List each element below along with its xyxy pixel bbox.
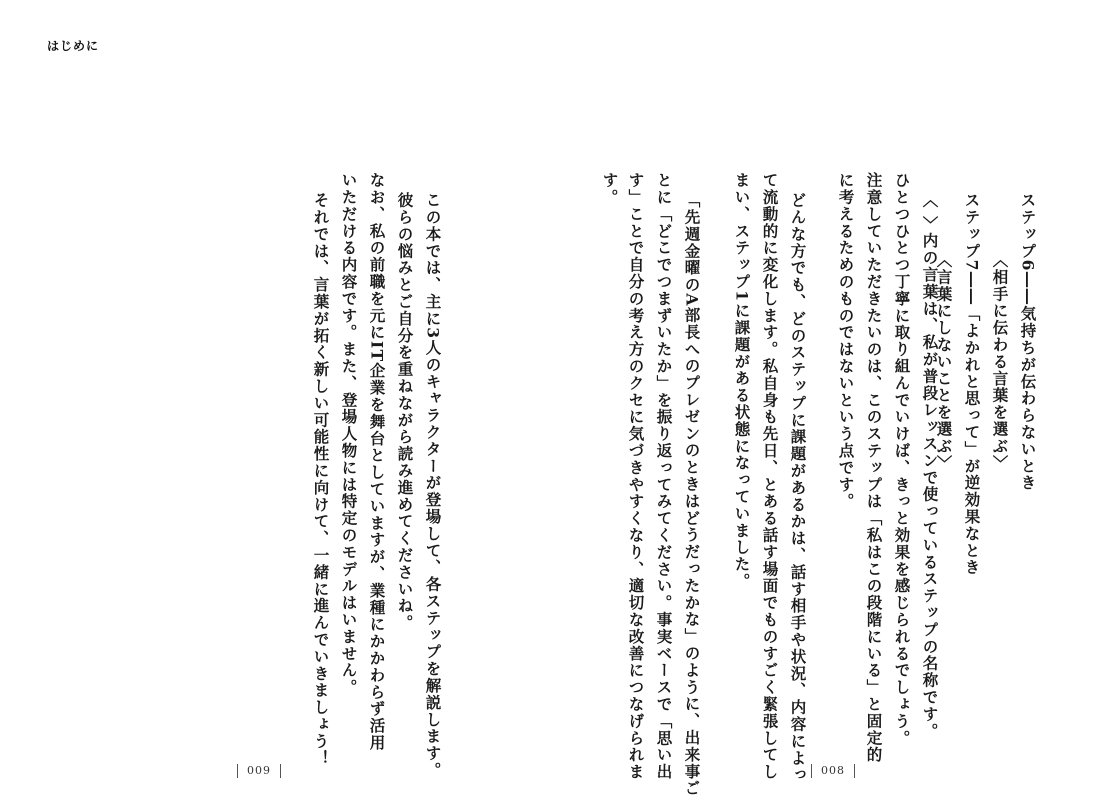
text-column: ひとつひとつ丁寧に取り組んでいけば、きっと効果を感じられるでしょう。 <box>892 172 912 747</box>
text-column: 「先週金曜のA部長へのプレゼンのときはどうだったかな」のように、出来事ご <box>682 192 702 797</box>
text-column: 注意していただきたいのは、このステップは「私はこの段階にいる」と固定的 <box>864 172 884 764</box>
folio-bar <box>280 764 281 778</box>
text-column: いただける内容です。また、登場人物には特定のモデルはいません。 <box>339 172 359 696</box>
text-column: まい、ステップ1に課題がある状態になっていました。 <box>732 172 752 590</box>
folio-bar <box>854 764 855 778</box>
folio-number: 008 <box>821 764 845 777</box>
text-column: 彼らの悩みとご自分を重ねながら読み進めてくださいね。 <box>395 192 415 632</box>
text-column: す」ことで自分の考え方のクセに気づきやすくなり、適切な改善につなげられま <box>626 172 646 781</box>
folio-number: 009 <box>247 764 271 777</box>
text-column: とに「どこでつまずいたか」を振り返ってみてください。事実ベースで「思い出 <box>654 172 674 781</box>
text-column: 〈 〉内の言葉は、私が普段レッスンで使っているステップの名称です。 <box>920 192 940 740</box>
text-column: て流動的に変化します。私自身も先日、とある話す場面でものすごく緊張してし <box>760 172 780 781</box>
text-column: ステップ7――「よかれと思って」が逆効果なとき <box>962 192 982 576</box>
text-column: 〈相手に伝わる言葉を選ぶ〉 <box>990 192 1010 472</box>
page-number-left <box>228 764 290 778</box>
folio-bar <box>811 764 812 778</box>
text-column: なお、私の前職を元にIT企業を舞台としていますが、業種にかかわらず活用 <box>367 172 387 752</box>
text-column: この本では、主に3人のキャラクターが登場して、各ステップを解説します。 <box>423 192 443 779</box>
right-page <box>550 0 1100 812</box>
text-column: に考えるためのものではないという点です。 <box>836 172 856 510</box>
folio-bar <box>237 764 238 778</box>
text-column: それでは、言葉が拓く新しい可能性に向けて、一緒に進んでいきましょう！ <box>311 192 331 767</box>
text-column: 〈言葉にしないことを選ぶ〉 <box>934 192 954 472</box>
text-column: す。 <box>600 172 620 206</box>
running-head: はじめに <box>47 39 100 53</box>
page-number-right <box>802 764 864 778</box>
text-column: ステップ6――気持ちが伝わらないとき <box>1018 192 1038 492</box>
text-column: どんな方でも、どのステップに課題があるかは、話す相手や状況、内容によっ <box>788 192 808 784</box>
